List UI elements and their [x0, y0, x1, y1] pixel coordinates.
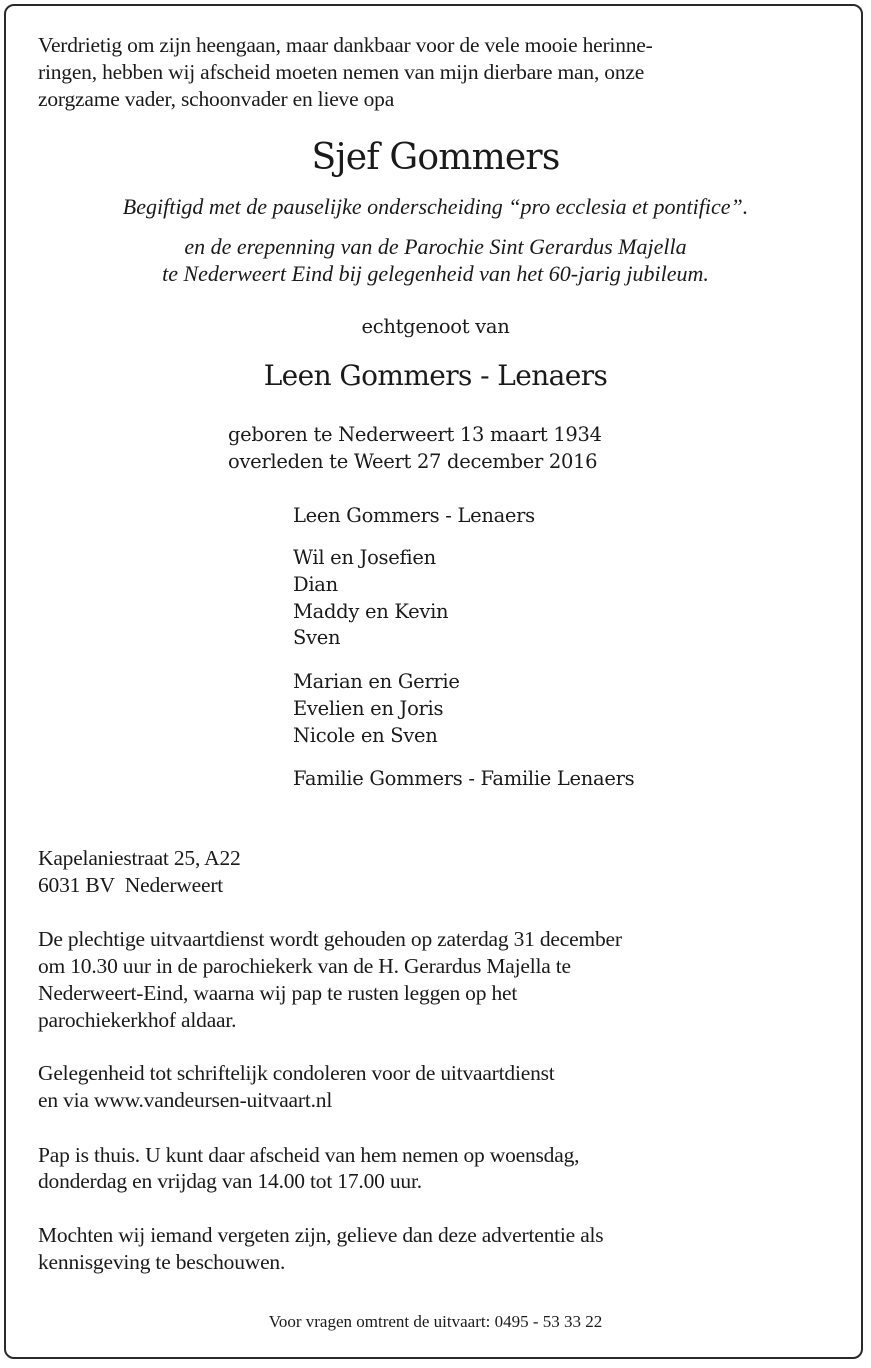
deceased-name: Sjef Gommers	[311, 137, 560, 178]
died-line: overleden te Weert 27 december 2016	[228, 450, 598, 473]
honor-line-2b: te Nederweert Eind bij gelegenheid van het 60-jarig jubileum.	[162, 261, 709, 286]
service-line-4: parochiekerkhof aldaar.	[38, 1008, 237, 1032]
website-link[interactable]: www.vandeursen-uitvaart.nl	[93, 1088, 333, 1112]
family-member: Dian	[293, 573, 338, 596]
condolence-line-1: Gelegenheid tot schriftelijk condoleren voor de uitvaartdienst	[38, 1061, 555, 1085]
visiting-line-1: Pap is thuis. U kunt daar afscheid van hem nemen op woensdag,	[38, 1143, 580, 1167]
visiting-line-2: donderdag en vrijdag van 14.00 tot 17.00 uur.	[38, 1169, 422, 1193]
service-line-1: De plechtige uitvaartdienst wordt gehouden op zaterdag 31 december	[38, 927, 622, 951]
family-member: Sven	[293, 626, 341, 649]
family-member: Maddy en Kevin	[293, 600, 449, 623]
footer-contact: Voor vragen omtrent de uitvaart: 0495 - 53 33 22	[268, 1312, 603, 1331]
intro-line-1: Verdrietig om zijn heengaan, maar dankbaar voor de vele mooie herinne-	[38, 33, 653, 57]
spouse-name: Leen Gommers - Lenaers	[263, 359, 608, 392]
address-street: Kapelaniestraat 25, A22	[38, 846, 241, 870]
honor-line: Begiftigd met de pauselijke onderscheiding “pro ecclesia et pontifice”.	[122, 194, 749, 219]
condolence-line-2	[38, 1087, 332, 1114]
spouse-label: echtgenoot van	[361, 315, 510, 338]
service-line-3: Nederweert-Eind, waarna wij pap te rusten leggen op het	[38, 981, 518, 1005]
family-member: Evelien en Joris	[293, 697, 444, 720]
family-member: Familie Gommers - Familie Lenaers	[293, 767, 635, 790]
family-member: Nicole en Sven	[293, 724, 438, 747]
notice-line-2: kennisgeving te beschouwen.	[38, 1250, 286, 1274]
honor-line-2a: en de erepenning van de Parochie Sint Gerardus Majella	[184, 234, 687, 259]
intro-line-2: ringen, hebben wij afscheid moeten nemen van mijn dierbare man, onze	[38, 60, 645, 84]
born-line: geboren te Nederweert 13 maart 1934	[228, 423, 602, 446]
intro-line-3: zorgzame vader, schoonvader en lieve opa	[38, 87, 395, 111]
notice-line-1: Mochten wij iemand vergeten zijn, gelieve dan deze advertentie als	[38, 1223, 604, 1247]
family-member: Marian en Gerrie	[293, 670, 460, 693]
condolence-prefix: en via	[38, 1088, 94, 1112]
address-city: 6031 BV Nederweert	[38, 873, 224, 897]
family-member: Leen Gommers - Lenaers	[293, 504, 535, 527]
service-line-2: om 10.30 uur in de parochiekerk van de H. Gerardus Majella te	[38, 954, 571, 978]
family-member: Wil en Josefien	[293, 546, 436, 569]
